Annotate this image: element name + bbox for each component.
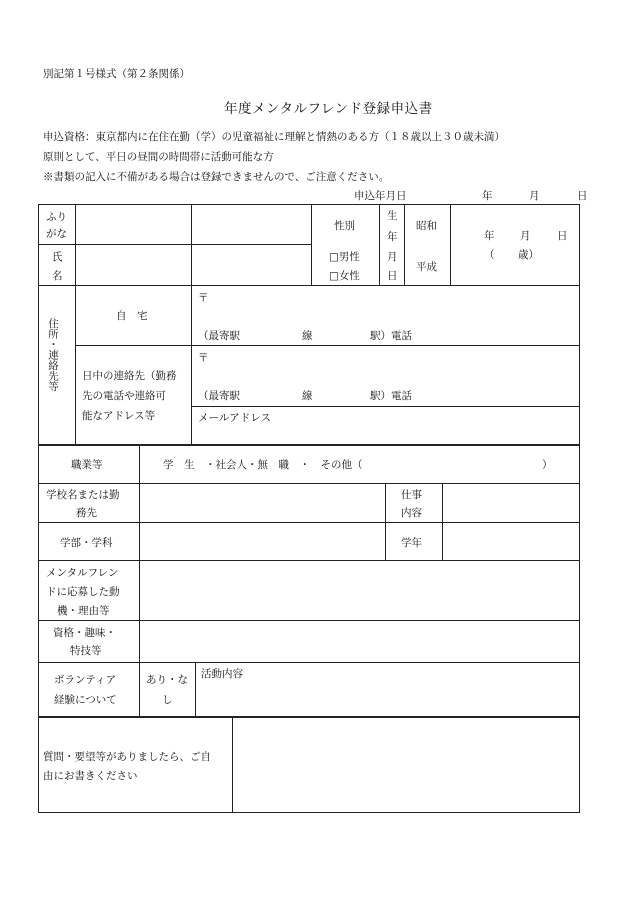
volunteer-yesno-2[interactable]: し bbox=[162, 694, 173, 706]
home-postal-mark: 〒 bbox=[198, 292, 209, 304]
rule bbox=[311, 204, 312, 285]
occupation-close: ） bbox=[542, 459, 553, 471]
name-label-2: 名 bbox=[52, 270, 63, 282]
rule bbox=[191, 406, 580, 407]
home-station-label: （最寄駅 bbox=[198, 330, 240, 342]
birth-label-1: 生 bbox=[387, 210, 398, 222]
furigana-input[interactable] bbox=[76, 205, 190, 243]
qualifications-label-1: 資格・趣味・ bbox=[53, 627, 116, 639]
department-label: 学部・学科 bbox=[60, 537, 113, 549]
grade-input[interactable] bbox=[443, 523, 579, 559]
daytime-phone-label: 駅）電話 bbox=[370, 390, 412, 402]
daytime-contact-label-3: 能なアドレス等 bbox=[82, 410, 156, 422]
intro-availability: 原則として、平日の昼間の時間帯に活動可能な方 bbox=[43, 151, 274, 163]
occupation-label: 職業等 bbox=[71, 459, 103, 471]
email-input[interactable] bbox=[290, 408, 575, 440]
questions-label-2: 由にお書きください bbox=[43, 770, 138, 782]
rule bbox=[195, 662, 196, 717]
furigana-label: ふり bbox=[46, 211, 67, 223]
furigana-label-2: がな bbox=[46, 228, 67, 240]
motivation-label-1: メンタルフレン bbox=[46, 567, 119, 579]
age-close: 歳） bbox=[518, 249, 539, 261]
rule bbox=[385, 483, 386, 560]
rule bbox=[404, 204, 405, 285]
furigana-input-2[interactable] bbox=[192, 205, 310, 243]
questions-label-1: 質問・要望等がありましたら、ご自 bbox=[43, 751, 211, 763]
school-input[interactable] bbox=[140, 485, 384, 521]
volunteer-yesno-1[interactable]: あり・な bbox=[146, 674, 188, 686]
home-phone-label: 駅）電話 bbox=[370, 330, 412, 342]
rule bbox=[38, 244, 311, 245]
rule bbox=[379, 204, 380, 285]
activity-content-input[interactable] bbox=[250, 664, 578, 716]
motivation-label-2: ドに応募した動 bbox=[46, 586, 120, 598]
era-showa-option[interactable]: 昭和 bbox=[416, 220, 437, 232]
name-input[interactable] bbox=[76, 246, 310, 284]
rule bbox=[38, 483, 580, 484]
home-address-input[interactable] bbox=[215, 288, 575, 318]
job-content-label-2: 内容 bbox=[401, 507, 422, 519]
application-date-label: 申込年月日 bbox=[354, 190, 407, 202]
school-label-2: 務先 bbox=[76, 507, 97, 519]
gender-female-checkbox[interactable]: □女性 bbox=[329, 270, 360, 282]
intro-notice: ※書類の記入に不備がある場合は登録できませんので、ご注意ください。 bbox=[43, 171, 390, 183]
age-open: （ bbox=[484, 249, 495, 261]
daytime-address-input[interactable] bbox=[215, 348, 575, 378]
gender-label: 性別 bbox=[334, 220, 355, 232]
application-date-day: 日 bbox=[577, 190, 588, 202]
rule bbox=[38, 662, 580, 663]
birth-month: 月 bbox=[520, 230, 531, 242]
page-title: 年度メンタルフレンド登録申込書 bbox=[224, 101, 433, 117]
daytime-line-label: 線 bbox=[302, 390, 313, 402]
rule bbox=[450, 204, 451, 285]
name-label: 氏 bbox=[52, 251, 63, 263]
era-heisei-option[interactable]: 平成 bbox=[416, 261, 437, 273]
address-side-label: 住所・連絡先等 bbox=[47, 318, 59, 392]
daytime-contact-label-2: 先の電話や連絡可 bbox=[82, 390, 166, 402]
gender-male-checkbox[interactable]: □男性 bbox=[329, 251, 360, 263]
department-input[interactable] bbox=[140, 523, 384, 559]
form-code: 別記第１号様式（第２条関係） bbox=[43, 68, 190, 80]
rule bbox=[38, 560, 580, 561]
application-date-month: 月 bbox=[529, 190, 540, 202]
activity-content-label: 活動内容 bbox=[201, 668, 243, 680]
occupation-options[interactable]: 学 生 ・社会人・無 職 ・ その他（ bbox=[163, 459, 363, 471]
qualifications-label-2: 特技等 bbox=[70, 645, 102, 657]
home-line-label: 線 bbox=[302, 330, 313, 342]
rule bbox=[38, 285, 580, 286]
motivation-label-3: 機・理由等 bbox=[57, 605, 110, 617]
volunteer-label-1: ボランティア bbox=[54, 674, 117, 686]
birth-label-3: 月 bbox=[387, 251, 398, 263]
rule bbox=[232, 717, 233, 813]
home-label: 自 宅 bbox=[116, 310, 148, 322]
volunteer-label-2: 経験について bbox=[54, 694, 117, 706]
application-date-year: 年 bbox=[482, 190, 493, 202]
motivation-input[interactable] bbox=[140, 562, 578, 619]
birth-label-4: 日 bbox=[387, 270, 398, 282]
birth-day: 日 bbox=[557, 230, 568, 242]
intro-eligibility: 申込資格：東京都内に在住在勤（学）の児童福祉に理解と情熱のある方（１８歳以上３０歳未満） bbox=[43, 131, 505, 143]
qualifications-input[interactable] bbox=[140, 622, 578, 661]
daytime-postal-mark: 〒 bbox=[198, 352, 209, 364]
rule bbox=[75, 345, 580, 346]
rule bbox=[191, 285, 192, 445]
job-content-label-1: 仕事 bbox=[401, 489, 422, 501]
questions-input[interactable] bbox=[234, 719, 578, 811]
rule bbox=[139, 662, 140, 717]
daytime-contact-label-1: 日中の連絡先（勤務 bbox=[82, 370, 177, 382]
birth-year: 年 bbox=[484, 230, 495, 242]
daytime-station-label: （最寄駅 bbox=[198, 390, 240, 402]
school-label-1: 学校名または勤 bbox=[46, 489, 120, 501]
birth-label-2: 年 bbox=[387, 231, 398, 243]
rule bbox=[38, 620, 580, 621]
job-content-input[interactable] bbox=[443, 485, 579, 521]
grade-label: 学年 bbox=[401, 537, 422, 549]
email-label: メールアドレス bbox=[198, 412, 271, 424]
